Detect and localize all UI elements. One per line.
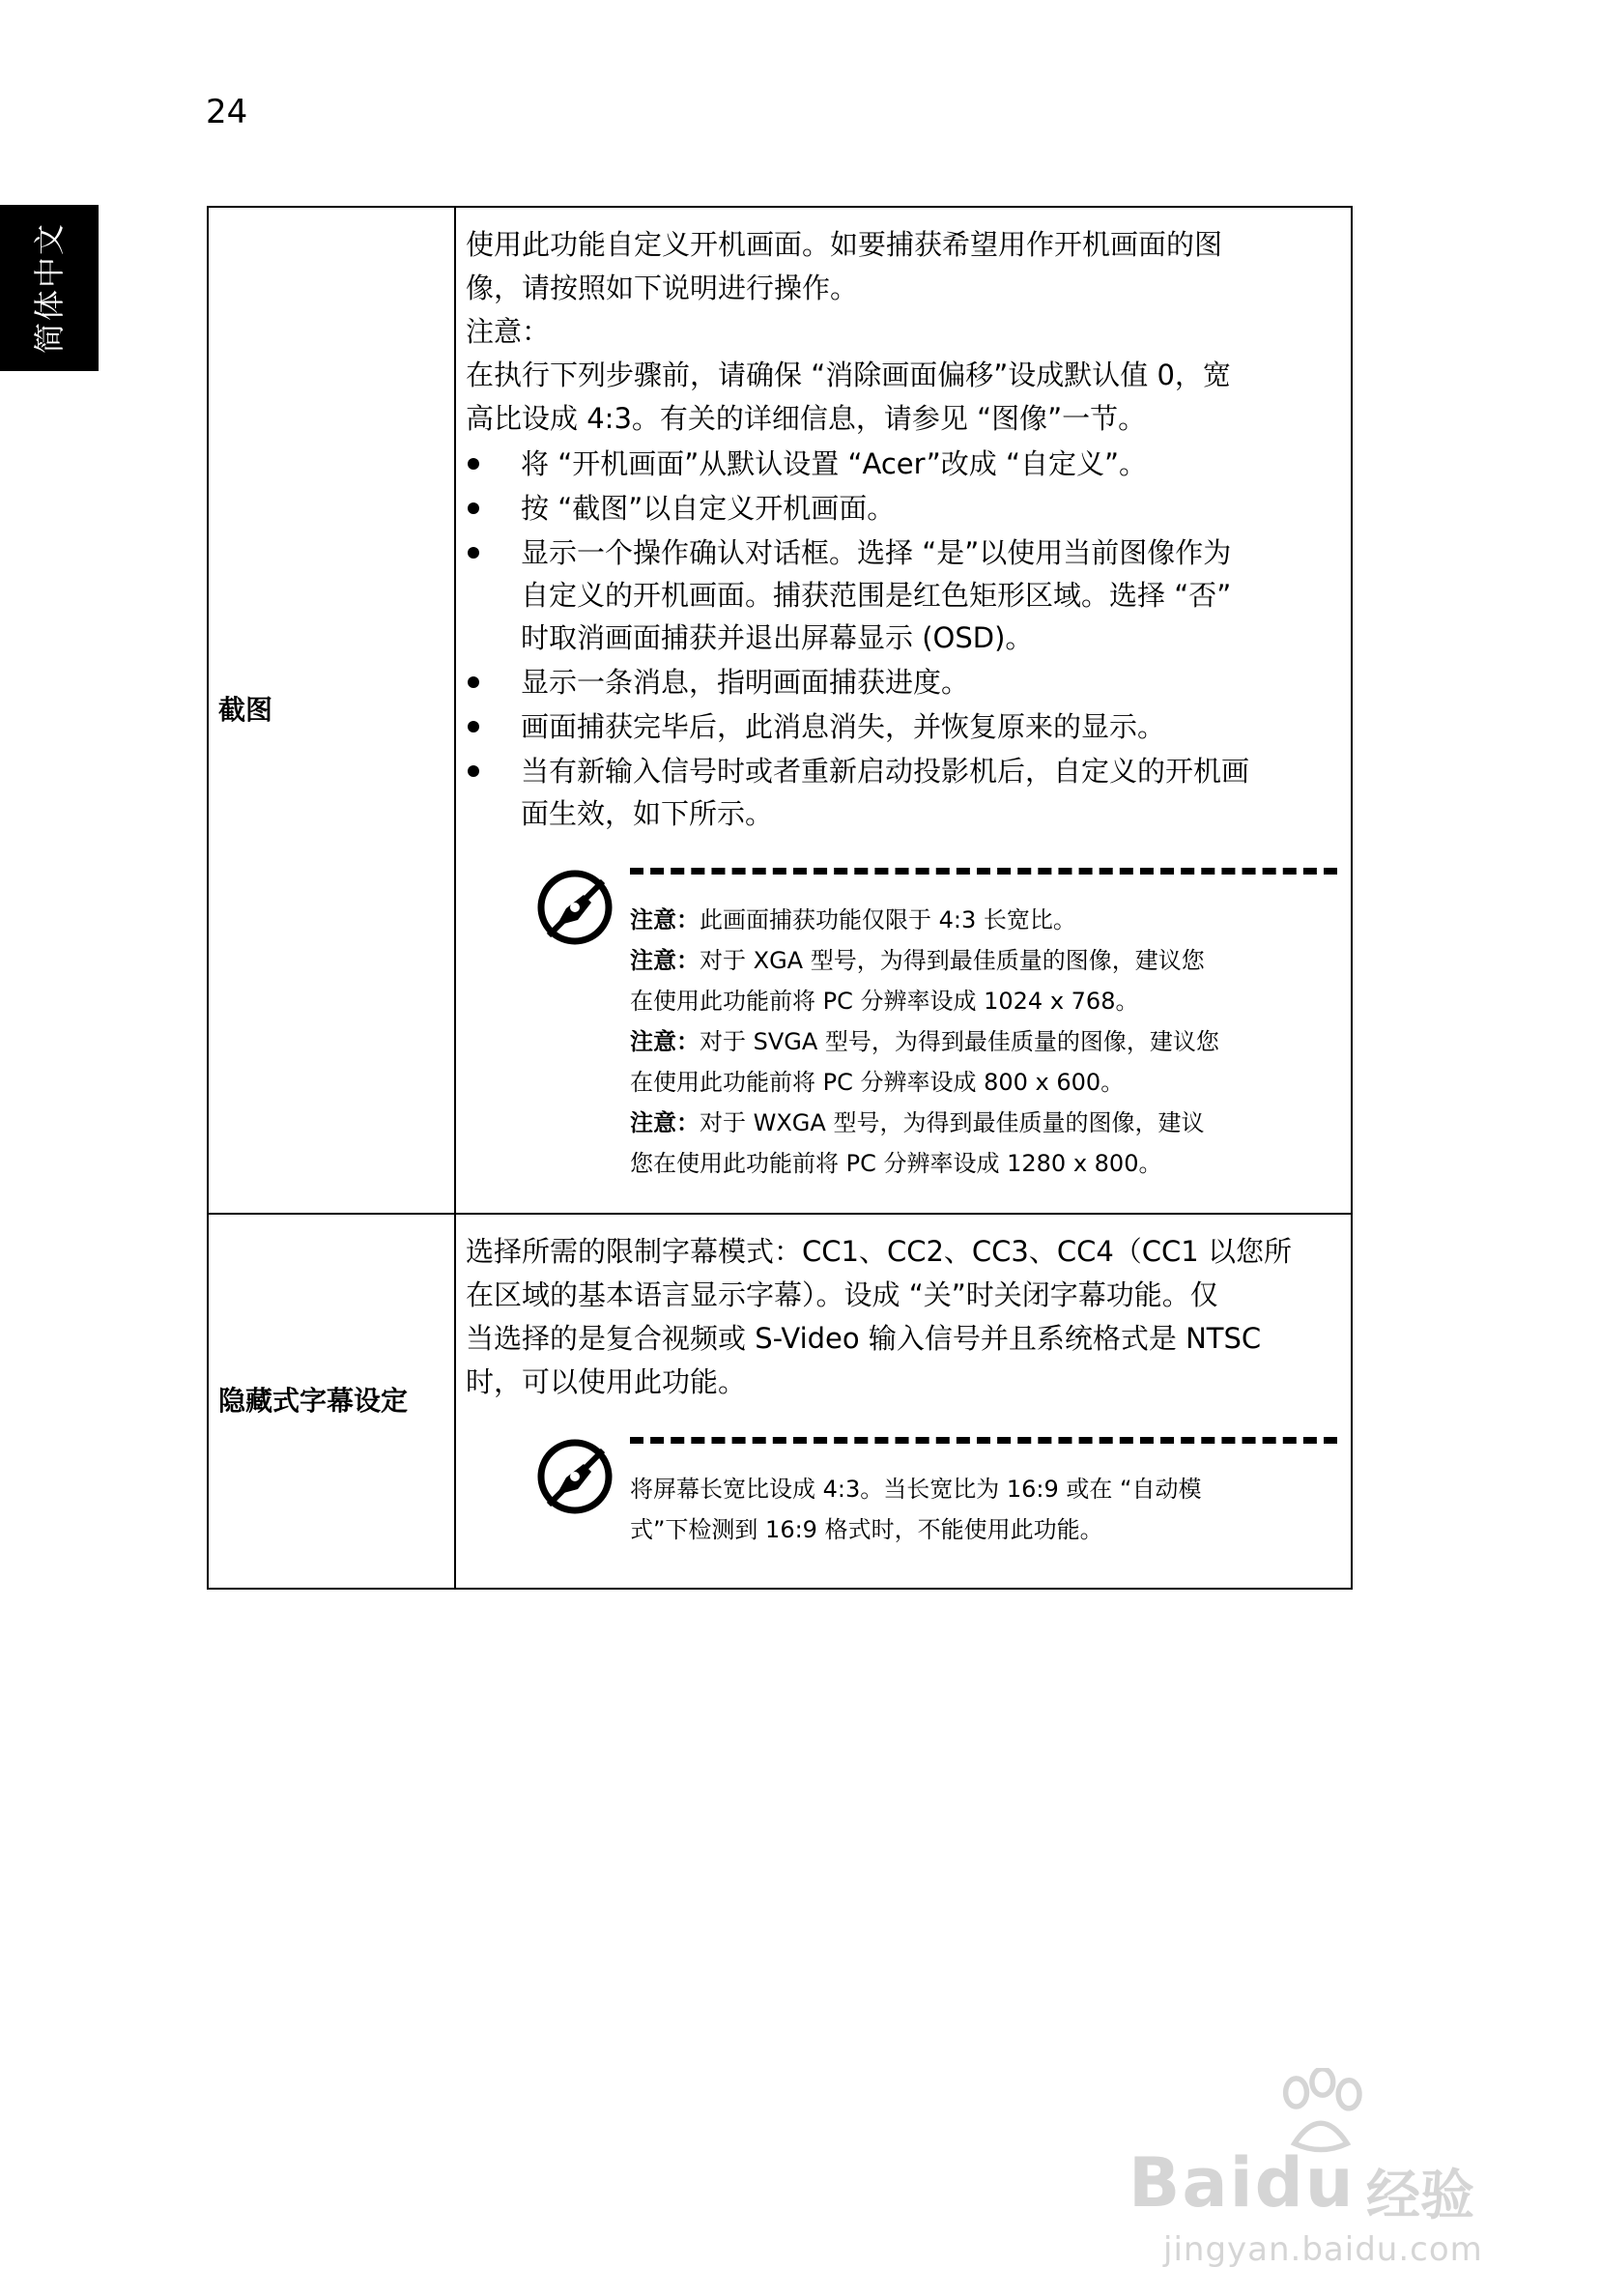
list-item-text: 自定义的开机画面。捕获范围是红色矩形区域。选择 “否” xyxy=(521,579,1232,612)
note-line xyxy=(630,1103,1345,1143)
list-item-text: 面生效，如下所示。 xyxy=(521,797,774,830)
note-line-text: 对于 SVGA 型号，为得到最佳质量的图像，建议您 xyxy=(700,1028,1219,1055)
list-item xyxy=(466,661,1345,703)
list-item xyxy=(466,443,1345,485)
note-pen-icon xyxy=(535,1437,614,1516)
note-block xyxy=(535,1437,1345,1550)
intro-line: 使用此功能自定义开机画面。如要捕获希望用作开机画面的图 xyxy=(466,228,1223,261)
note-keyword: 注意： xyxy=(630,947,700,974)
bullet-icon xyxy=(468,547,479,559)
row-content xyxy=(456,1215,1351,1571)
step-list xyxy=(466,443,1345,835)
intro-line: 选择所需的限制字幕模式：CC1、CC2、CC3、CC4（CC1 以您所 xyxy=(466,1235,1292,1268)
note-line: 式”下检测到 16:9 格式时，不能使用此功能。 xyxy=(630,1516,1103,1543)
note-line xyxy=(630,900,1345,940)
list-item-text: 显示一条消息，指明画面捕获进度。 xyxy=(521,666,970,699)
row-content-cell xyxy=(455,1214,1352,1589)
bullet-icon xyxy=(468,721,479,732)
table-row-closed-caption xyxy=(208,1214,1352,1589)
note-line xyxy=(630,1143,1345,1184)
row-content-cell xyxy=(455,207,1352,1214)
baidu-jingyan-watermark xyxy=(1125,2068,1511,2271)
intro-line: 注意： xyxy=(466,315,551,348)
bullet-icon xyxy=(468,765,479,777)
intro-line: 像，请按照如下说明进行操作。 xyxy=(466,272,859,304)
intro-line: 在执行下列步骤前，请确保 “消除画面偏移”设成默认值 0，宽 xyxy=(466,359,1231,391)
bullet-icon xyxy=(468,458,479,470)
row-label: 隐藏式字幕设定 xyxy=(218,1385,409,1417)
note-line xyxy=(630,940,1345,981)
watermark-suffix: 经验 xyxy=(1366,2165,1474,2227)
note-pen-icon xyxy=(535,868,614,947)
intro-line: 高比设成 4:3。有关的详细信息，请参见 “图像”一节。 xyxy=(466,402,1147,435)
list-item xyxy=(466,750,1345,835)
intro-line: 时，可以使用此功能。 xyxy=(466,1365,747,1398)
list-item-text: 时取消画面捕获并退出屏幕显示 (OSD)。 xyxy=(521,621,1034,654)
note-text xyxy=(630,900,1345,1184)
list-item-text: 画面捕获完毕后，此消息消失，并恢复原来的显示。 xyxy=(521,710,1166,743)
note-line: 将屏幕长宽比设成 4:3。当长宽比为 16:9 或在 “自动模 xyxy=(630,1476,1202,1503)
row-label: 截图 xyxy=(218,694,273,726)
note-keyword: 注意： xyxy=(630,1109,700,1136)
watermark-brand: Baidu xyxy=(1129,2143,1356,2223)
note-keyword: 注意： xyxy=(630,906,700,933)
note-text xyxy=(630,1469,1345,1550)
page-number: 24 xyxy=(206,93,248,131)
list-item xyxy=(466,705,1345,748)
note-keyword: 注意： xyxy=(630,1028,700,1055)
bullet-icon xyxy=(468,676,479,688)
side-tab-label: 简体中文 xyxy=(31,221,68,355)
intro-line: 在区域的基本语言显示字幕）。设成 “关”时关闭字幕功能。仅 xyxy=(466,1278,1218,1311)
bullet-icon xyxy=(468,502,479,514)
table-row-screenshot xyxy=(208,207,1352,1214)
settings-table xyxy=(207,206,1353,1590)
list-item-text: 按 “截图”以自定义开机画面。 xyxy=(521,492,896,525)
list-item-text: 将 “开机画面”从默认设置 “Acer”改成 “自定义”。 xyxy=(521,447,1148,480)
note-line-text: 在使用此功能前将 PC 分辨率设成 800 x 600。 xyxy=(630,1069,1125,1096)
list-item xyxy=(466,531,1345,659)
watermark-url: jingyan.baidu.com xyxy=(1163,2230,1483,2269)
note-line-text: 您在使用此功能前将 PC 分辨率设成 1280 x 800。 xyxy=(630,1150,1162,1177)
intro-line: 当选择的是复合视频或 S-Video 输入信号并且系统格式是 NTSC xyxy=(466,1322,1262,1355)
row-label-cell xyxy=(208,207,455,1214)
note-line-text: 在使用此功能前将 PC 分辨率设成 1024 x 768。 xyxy=(630,988,1139,1015)
list-item-text: 显示一个操作确认对话框。选择 “是”以使用当前图像作为 xyxy=(521,536,1232,569)
row-label-cell xyxy=(208,1214,455,1589)
row-content xyxy=(456,208,1351,1205)
list-item-text: 当有新输入信号时或者重新启动投影机后，自定义的开机画 xyxy=(521,755,1250,788)
note-line-text: 对于 WXGA 型号，为得到最佳质量的图像，建议 xyxy=(700,1109,1205,1136)
note-line-text: 此画面捕获功能仅限于 4:3 长宽比。 xyxy=(700,906,1076,933)
note-line xyxy=(630,1062,1345,1103)
note-dashed-rule xyxy=(630,1437,1337,1444)
note-dashed-rule xyxy=(630,868,1337,875)
note-line-text: 对于 XGA 型号，为得到最佳质量的图像，建议您 xyxy=(700,947,1205,974)
list-item xyxy=(466,487,1345,530)
note-line xyxy=(630,1021,1345,1062)
language-side-tab xyxy=(0,205,99,371)
note-block xyxy=(535,868,1345,1184)
note-line xyxy=(630,981,1345,1021)
